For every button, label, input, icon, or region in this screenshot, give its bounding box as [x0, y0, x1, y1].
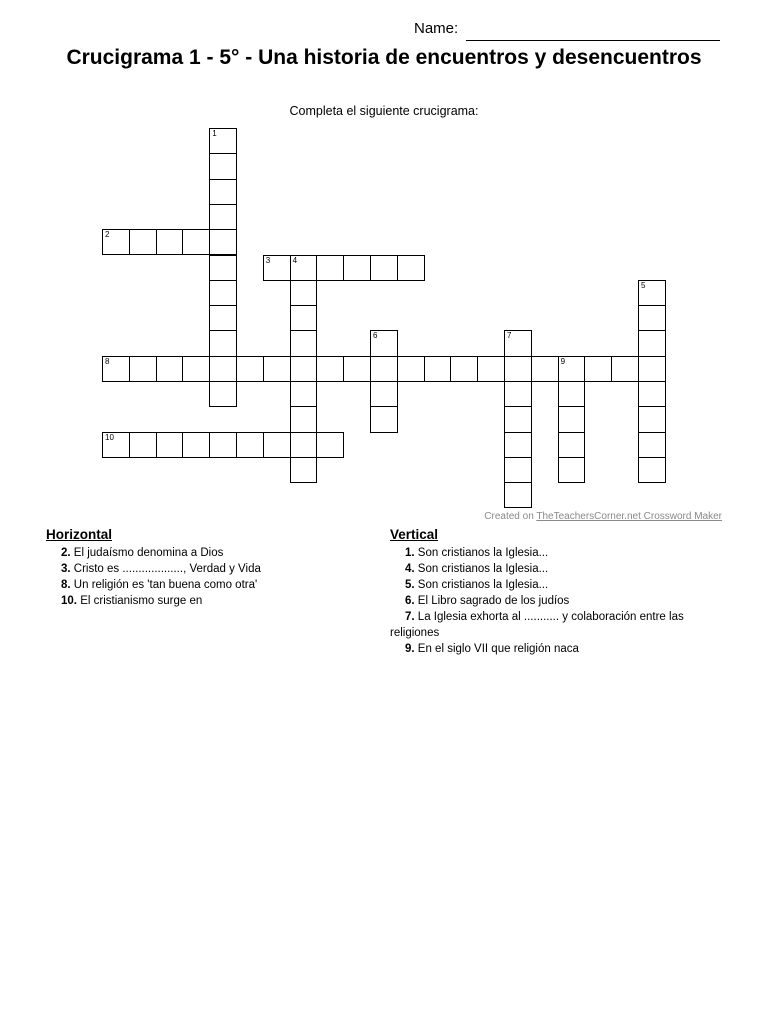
vertical-heading: Vertical [390, 527, 439, 542]
crossword-cell[interactable] [209, 255, 237, 281]
crossword-cell[interactable] [156, 356, 184, 382]
clue-number: 4. [405, 563, 415, 575]
horizontal-clues [46, 527, 346, 609]
crossword-cell[interactable] [263, 432, 291, 458]
crossword-cell[interactable] [370, 356, 398, 382]
crossword-cell[interactable] [209, 305, 237, 331]
crossword-cell[interactable] [102, 432, 130, 458]
crossword-cell[interactable] [584, 356, 612, 382]
crossword-cell[interactable] [209, 204, 237, 230]
clue-vertical-1 [390, 545, 720, 561]
crossword-cell[interactable] [102, 229, 130, 255]
clue-horizontal-3 [46, 561, 346, 577]
crossword-cell[interactable] [290, 356, 318, 382]
crossword-cell[interactable] [209, 330, 237, 356]
credit-line [484, 511, 722, 522]
crossword-cell[interactable] [558, 406, 586, 432]
crossword-cell[interactable] [397, 356, 425, 382]
crossword-cell[interactable] [504, 381, 532, 407]
horizontal-heading: Horizontal [46, 527, 112, 542]
crossword-cell[interactable] [370, 330, 398, 356]
crossword-cell[interactable] [558, 356, 586, 382]
crossword-cell[interactable] [209, 280, 237, 306]
crossword-cell[interactable] [209, 432, 237, 458]
crossword-cell[interactable] [290, 432, 318, 458]
crossword-cell[interactable] [129, 356, 157, 382]
clue-number-label: 10 [105, 432, 114, 442]
clue-number: 6. [405, 595, 415, 607]
clue-number-label: 5 [641, 280, 646, 290]
crossword-cell[interactable] [638, 457, 666, 483]
clue-text: Son cristianos la Iglesia... [417, 579, 549, 591]
crossword-cell[interactable] [638, 356, 666, 382]
clue-text: Son cristianos la Iglesia... [417, 563, 549, 575]
crossword-cell[interactable] [209, 229, 237, 255]
crossword-cell[interactable] [638, 305, 666, 331]
crossword-cell[interactable] [531, 356, 559, 382]
clue-vertical-7 [390, 609, 720, 641]
clue-text: En el siglo VII que religión naca [417, 643, 579, 655]
clue-horizontal-2 [46, 545, 346, 561]
crossword-cell[interactable] [343, 255, 371, 281]
crossword-cell[interactable] [209, 381, 237, 407]
clue-text: Son cristianos la Iglesia... [417, 547, 549, 559]
crossword-cell[interactable] [156, 432, 184, 458]
crossword-cell[interactable] [263, 255, 291, 281]
crossword-cell[interactable] [156, 229, 184, 255]
crossword-cell[interactable] [558, 432, 586, 458]
clue-number-label: 3 [265, 255, 271, 265]
crossword-cell[interactable] [182, 229, 210, 255]
crossword-cell[interactable] [504, 482, 532, 508]
crossword-cell[interactable] [504, 432, 532, 458]
clue-number-label: 8 [105, 356, 110, 366]
clue-number-label: 7 [507, 331, 512, 341]
crossword-cell[interactable] [504, 330, 532, 356]
clue-horizontal-10 [46, 593, 346, 609]
clue-number: 5. [405, 579, 415, 591]
clue-number: 2. [61, 547, 71, 559]
name-label: Name: [414, 20, 459, 37]
crossword-cell[interactable] [236, 432, 264, 458]
crossword-cell[interactable] [638, 280, 666, 306]
clue-number: 9. [405, 643, 415, 655]
crossword-cell[interactable] [477, 356, 505, 382]
crossword-cell[interactable] [290, 330, 318, 356]
clue-number: 3. [61, 563, 71, 575]
clue-number-label: 9 [560, 356, 566, 366]
crossword-cell[interactable] [370, 381, 398, 407]
clue-number: 10. [61, 595, 77, 607]
clue-vertical-5 [390, 577, 720, 593]
crossword-cell[interactable] [182, 356, 210, 382]
clue-vertical-6 [390, 593, 720, 609]
crossword-cell[interactable] [558, 381, 586, 407]
crossword-cell[interactable] [102, 356, 130, 382]
credit-prefix: Created on [484, 511, 537, 522]
crossword-cell[interactable] [129, 229, 157, 255]
crossword-cell[interactable] [290, 305, 318, 331]
crossword-cell[interactable] [504, 457, 532, 483]
crossword-cell[interactable] [504, 356, 532, 382]
clue-number-label: 1 [212, 129, 217, 138]
crossword-cell[interactable] [504, 406, 532, 432]
crossword-cell[interactable] [290, 457, 318, 483]
crossword-cell[interactable] [316, 255, 344, 281]
crossword-cell[interactable] [397, 255, 425, 281]
crossword-cell[interactable] [638, 406, 666, 432]
crossword-cell[interactable] [450, 356, 478, 382]
crossword-cell[interactable] [290, 255, 318, 281]
clue-text: El cristianismo surge en [80, 595, 203, 607]
clue-horizontal-8 [46, 577, 346, 593]
credit-link[interactable]: TheTeachersCorner.net Crossword Maker [536, 511, 722, 522]
crossword-cell[interactable] [343, 356, 371, 382]
crossword-cell[interactable] [424, 356, 452, 382]
clue-text: Cristo es ..................., Verdad y Vida [73, 563, 261, 575]
clue-number: 8. [61, 579, 71, 591]
crossword-cell[interactable] [316, 356, 344, 382]
clue-number-label: 2 [105, 230, 110, 240]
crossword-cell[interactable] [558, 457, 586, 483]
crossword-cell[interactable] [370, 255, 398, 281]
crossword-cell[interactable] [182, 432, 210, 458]
clue-number: 1. [405, 547, 415, 559]
crossword-cell[interactable] [209, 356, 237, 382]
crossword-cell[interactable] [209, 179, 237, 205]
instructions: Completa el siguiente crucigrama: [289, 104, 479, 118]
crossword-cell[interactable] [209, 153, 237, 179]
clue-vertical-4 [390, 561, 720, 577]
crossword-cell[interactable] [290, 280, 318, 306]
crossword-cell[interactable] [209, 128, 237, 154]
crossword-cell[interactable] [290, 381, 318, 407]
crossword-cell[interactable] [370, 406, 398, 432]
clue-number-label: 4 [292, 255, 298, 265]
clue-text: La Iglesia exhorta al ........... y colaboración entre las religiones [390, 611, 684, 639]
crossword-cell[interactable] [638, 381, 666, 407]
crossword-cell[interactable] [638, 330, 666, 356]
clue-number-label: 6 [373, 331, 378, 341]
clue-text: El judaísmo denomina a Dios [73, 547, 224, 559]
crossword-cell[interactable] [611, 356, 639, 382]
crossword-cell[interactable] [263, 356, 291, 382]
clue-number: 7. [405, 611, 415, 623]
clue-text: El Libro sagrado de los judíos [417, 595, 570, 607]
crossword-cell[interactable] [129, 432, 157, 458]
page-title: Crucigrama 1 - 5° - Una historia de encuentros y desencuentros [66, 46, 702, 69]
crossword-cell[interactable] [290, 406, 318, 432]
crossword-cell[interactable] [316, 432, 344, 458]
clue-vertical-9 [390, 641, 720, 657]
crossword-cell[interactable] [236, 356, 264, 382]
clue-text: Un religión es 'tan buena como otra' [73, 579, 258, 591]
vertical-clues [390, 527, 720, 657]
crossword-cell[interactable] [638, 432, 666, 458]
